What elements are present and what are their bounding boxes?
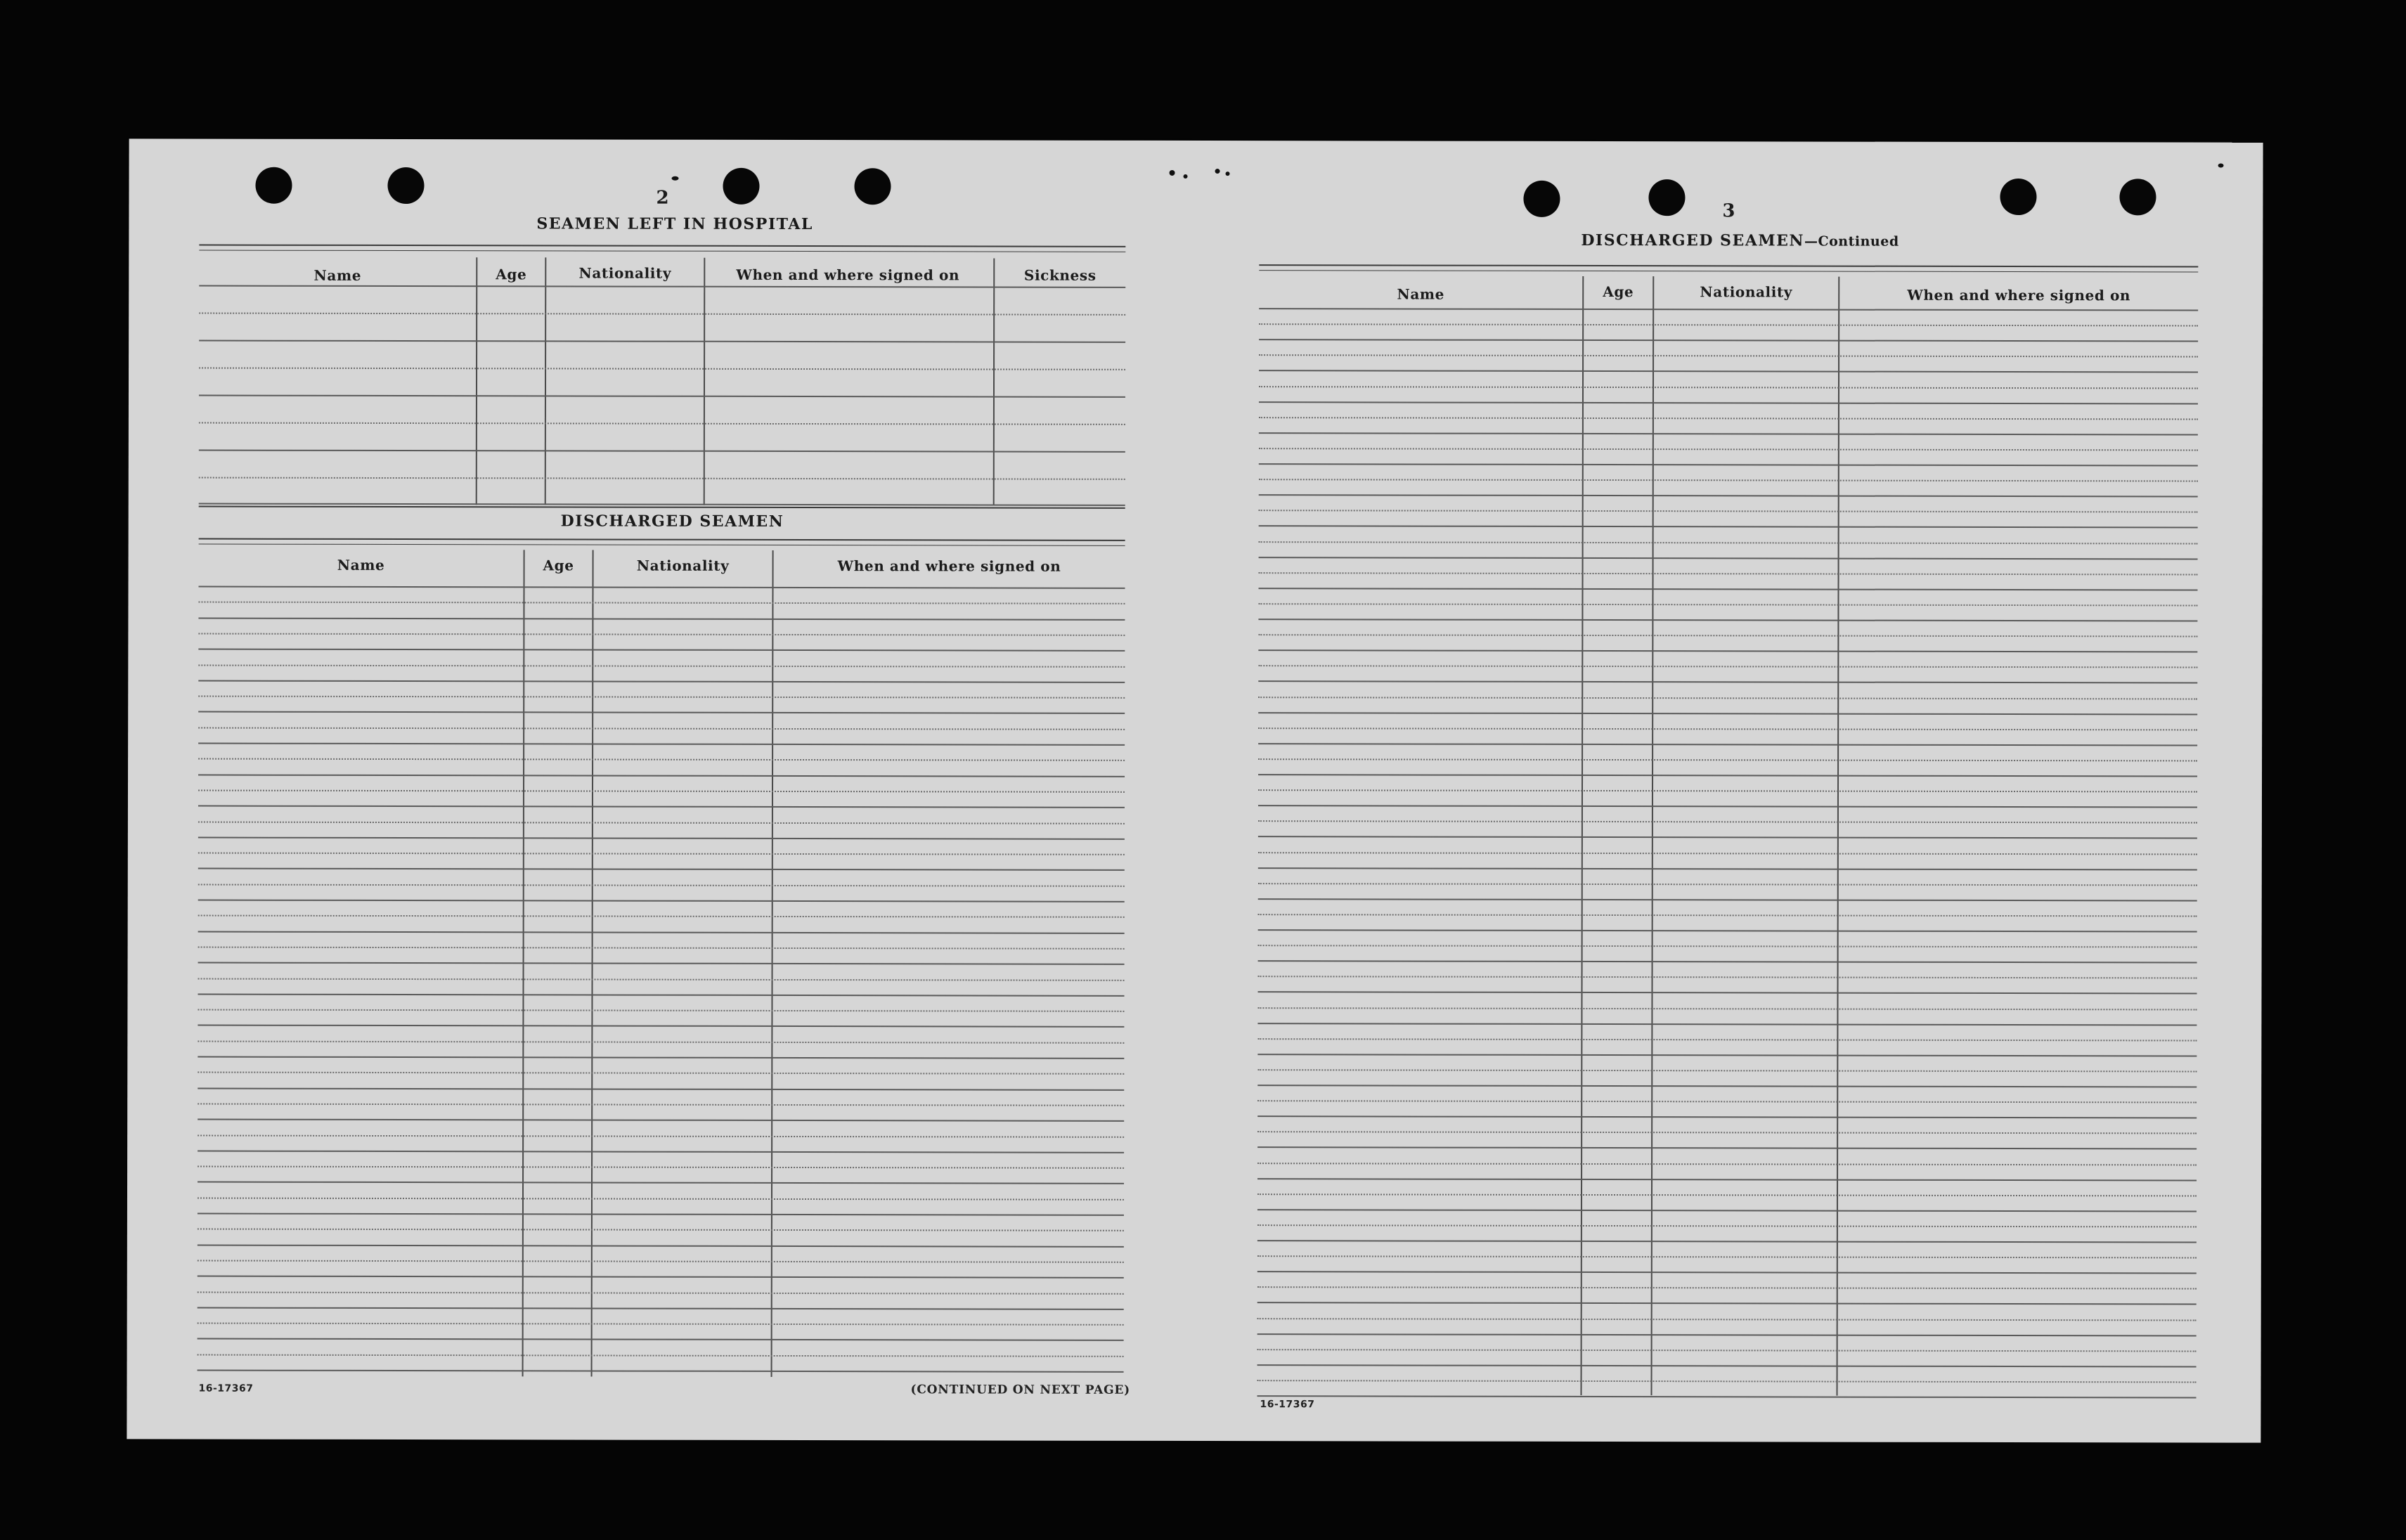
row-line: [198, 915, 1125, 918]
row-line: [1257, 1240, 2197, 1243]
row-line: [199, 477, 1125, 480]
row-line: [1257, 1193, 2197, 1196]
row-line: [198, 1354, 1124, 1357]
row-line: [1257, 1302, 2197, 1305]
row-line: [199, 313, 1125, 316]
row-line: [1259, 448, 2198, 451]
row-line: [198, 1307, 1124, 1309]
form-sheet: [127, 138, 2263, 1442]
column-header-signed-on: When and where signed on: [1907, 286, 2131, 304]
row-line: [1259, 370, 2198, 373]
row-line: [1257, 1131, 2197, 1134]
row-line: [1257, 1286, 2197, 1289]
row-line: [1258, 743, 2197, 746]
row-line: [1257, 1255, 2197, 1258]
row-line: [1258, 976, 2197, 978]
rule: [199, 506, 1125, 509]
row-line: [199, 340, 1125, 343]
continued-note: (CONTINUED ON NEXT PAGE): [910, 1383, 1131, 1397]
row-line: [198, 1197, 1124, 1200]
row-line: [198, 1119, 1124, 1122]
row-line: [1257, 1085, 2197, 1087]
row-line: [198, 836, 1125, 839]
column-header-name: Name: [313, 266, 362, 284]
column-header-age: Age: [496, 266, 527, 283]
row-line: [198, 711, 1125, 714]
row-line: [198, 1087, 1124, 1090]
page-number: 2: [656, 187, 669, 209]
row-line: [1258, 712, 2197, 715]
row-line: [198, 1229, 1124, 1231]
row-line: [1259, 572, 2198, 575]
row-lines: [199, 257, 1126, 506]
row-line: [1259, 401, 2198, 404]
punch-hole: [255, 167, 292, 204]
title-suffix: —Continued: [1804, 233, 1899, 250]
row-line: [1259, 339, 2198, 342]
row-line: [1257, 1069, 2197, 1072]
rule: [199, 245, 1125, 247]
punch-hole: [1523, 181, 1560, 217]
punch-hole: [2000, 179, 2036, 215]
discharged-section-title: DISCHARGED SEAMEN: [560, 512, 784, 531]
row-line: [198, 696, 1125, 699]
row-line: [1258, 758, 2197, 761]
row-line: [198, 633, 1125, 635]
row-line: [1257, 1224, 2197, 1227]
row-line: [199, 450, 1125, 453]
column-header-name: Name: [337, 556, 385, 574]
column-header-sickness: Sickness: [1023, 266, 1097, 284]
row-line: [1259, 479, 2198, 481]
row-line: [1258, 960, 2197, 963]
row-line: [198, 1213, 1124, 1216]
row-line: [1257, 1364, 2197, 1367]
rule: [199, 538, 1125, 541]
row-lines: [198, 550, 1125, 1378]
rule: [199, 544, 1125, 546]
column-header-nationality: Nationality: [1700, 283, 1793, 301]
row-line: [199, 422, 1125, 425]
row-line: [1258, 697, 2197, 699]
row-line: [1258, 867, 2197, 870]
row-line: [1257, 1100, 2197, 1103]
row-line: [198, 1276, 1124, 1279]
row-line: [198, 853, 1125, 855]
row-line: [198, 1244, 1124, 1247]
row-line: [198, 868, 1125, 871]
row-line: [1257, 1147, 2197, 1150]
row-line: [1258, 649, 2197, 652]
row-line: [1259, 494, 2198, 497]
row-line: [198, 617, 1125, 620]
punch-hole: [723, 168, 759, 205]
row-line: [1258, 619, 2197, 621]
row-line: [1258, 603, 2197, 606]
column-header-nationality: Nationality: [636, 557, 730, 574]
row-line: [1259, 354, 2198, 357]
speck: [1184, 174, 1188, 179]
column-header-name: Name: [1397, 285, 1445, 303]
row-line: [198, 1009, 1124, 1012]
punch-hole: [387, 167, 424, 204]
row-line: [1257, 1318, 2197, 1321]
row-line: [1258, 945, 2197, 947]
header-underline: [199, 285, 1125, 288]
row-line: [198, 884, 1125, 886]
row-line: [198, 1166, 1124, 1169]
row-line: [198, 1370, 1124, 1373]
form-code: 16-17367: [1260, 1399, 1315, 1411]
column-header-age: Age: [543, 557, 574, 574]
row-line: [1257, 1054, 2197, 1056]
row-line: [198, 1338, 1124, 1341]
row-lines: [1257, 276, 2199, 1396]
row-line: [1257, 1178, 2197, 1181]
row-line: [198, 789, 1125, 792]
row-line: [198, 1260, 1124, 1262]
row-line: [198, 978, 1125, 981]
row-line: [1258, 883, 2197, 886]
row-line: [1258, 634, 2197, 637]
row-line: [198, 931, 1125, 933]
row-line: [1257, 1271, 2197, 1274]
hospital-section-title: SEAMEN LEFT IN HOSPITAL: [536, 214, 813, 234]
row-line: [1259, 432, 2198, 435]
row-line: [1258, 820, 2197, 823]
punch-hole: [2119, 179, 2156, 215]
column-header-age: Age: [1603, 283, 1634, 301]
rule: [1259, 270, 2198, 272]
row-line: [198, 1040, 1124, 1043]
row-line: [1257, 1395, 2196, 1398]
row-line: [198, 993, 1124, 996]
row-line: [1257, 1007, 2197, 1010]
speck: [1170, 170, 1175, 176]
discharged-continued-table: [1257, 276, 2199, 1396]
row-line: [1257, 1209, 2197, 1212]
row-line: [1258, 665, 2197, 668]
rule: [1259, 264, 2198, 267]
row-line: [1257, 1349, 2197, 1352]
row-line: [1259, 463, 2198, 466]
row-line: [198, 1150, 1124, 1153]
row-line: [1259, 541, 2198, 544]
row-line: [198, 1025, 1124, 1028]
speck: [1226, 172, 1230, 176]
row-line: [1259, 323, 2198, 326]
row-line: [1258, 681, 2197, 684]
row-line: [1257, 1023, 2197, 1025]
row-line: [1258, 805, 2197, 808]
header-underline: [199, 586, 1125, 589]
row-line: [1258, 789, 2197, 792]
row-line: [198, 774, 1125, 777]
title-main: DISCHARGED SEAMEN: [1581, 231, 1805, 250]
row-line: [1259, 557, 2198, 559]
page-number: 3: [1722, 200, 1735, 222]
row-line: [1259, 386, 2198, 389]
row-line: [199, 395, 1125, 398]
row-line: [1258, 852, 2197, 855]
speck: [672, 176, 679, 181]
row-line: [1257, 1038, 2197, 1041]
row-line: [1257, 1163, 2197, 1165]
discharged-continued-title: [1581, 231, 1899, 250]
column-header-signed-on: When and where signed on: [736, 266, 960, 284]
row-line: [198, 1072, 1124, 1075]
row-line: [1259, 417, 2198, 420]
row-line: [199, 368, 1125, 370]
row-line: [1258, 774, 2197, 777]
row-line: [198, 900, 1125, 902]
header-underline: [1259, 308, 2198, 311]
row-line: [198, 727, 1125, 730]
row-line: [198, 1103, 1124, 1106]
row-line: [1259, 588, 2198, 590]
form-code: 16-17367: [198, 1383, 254, 1395]
row-line: [198, 758, 1125, 761]
row-line: [1258, 914, 2197, 917]
row-line: [1258, 929, 2197, 932]
punch-hole: [1648, 179, 1685, 216]
row-line: [1258, 836, 2197, 839]
row-line: [198, 1134, 1124, 1137]
row-line: [1257, 1380, 2197, 1383]
row-line: [1258, 898, 2197, 901]
row-line: [198, 1291, 1124, 1294]
row-line: [198, 680, 1125, 682]
row-line: [1259, 526, 2198, 529]
discharged-table: [198, 550, 1125, 1378]
row-line: [1257, 1333, 2197, 1336]
row-line: [198, 743, 1125, 746]
column-header-signed-on: When and where signed on: [837, 557, 1061, 575]
row-line: [1257, 1115, 2197, 1118]
row-line: [1259, 510, 2198, 512]
row-line: [198, 1182, 1124, 1184]
speck: [2218, 164, 2224, 168]
row-line: [1258, 727, 2197, 730]
row-line: [198, 821, 1125, 824]
speck: [1215, 169, 1220, 174]
row-line: [198, 649, 1125, 652]
row-line: [198, 946, 1125, 949]
column-header-nationality: Nationality: [578, 264, 672, 282]
row-line: [198, 602, 1125, 604]
hospital-table: [199, 257, 1126, 506]
row-line: [198, 1056, 1124, 1059]
row-line: [198, 805, 1125, 808]
row-line: [198, 1323, 1124, 1326]
row-line: [198, 962, 1125, 965]
punch-hole: [854, 168, 891, 205]
rule: [199, 250, 1125, 252]
row-line: [198, 664, 1125, 667]
row-line: [1257, 992, 2197, 995]
